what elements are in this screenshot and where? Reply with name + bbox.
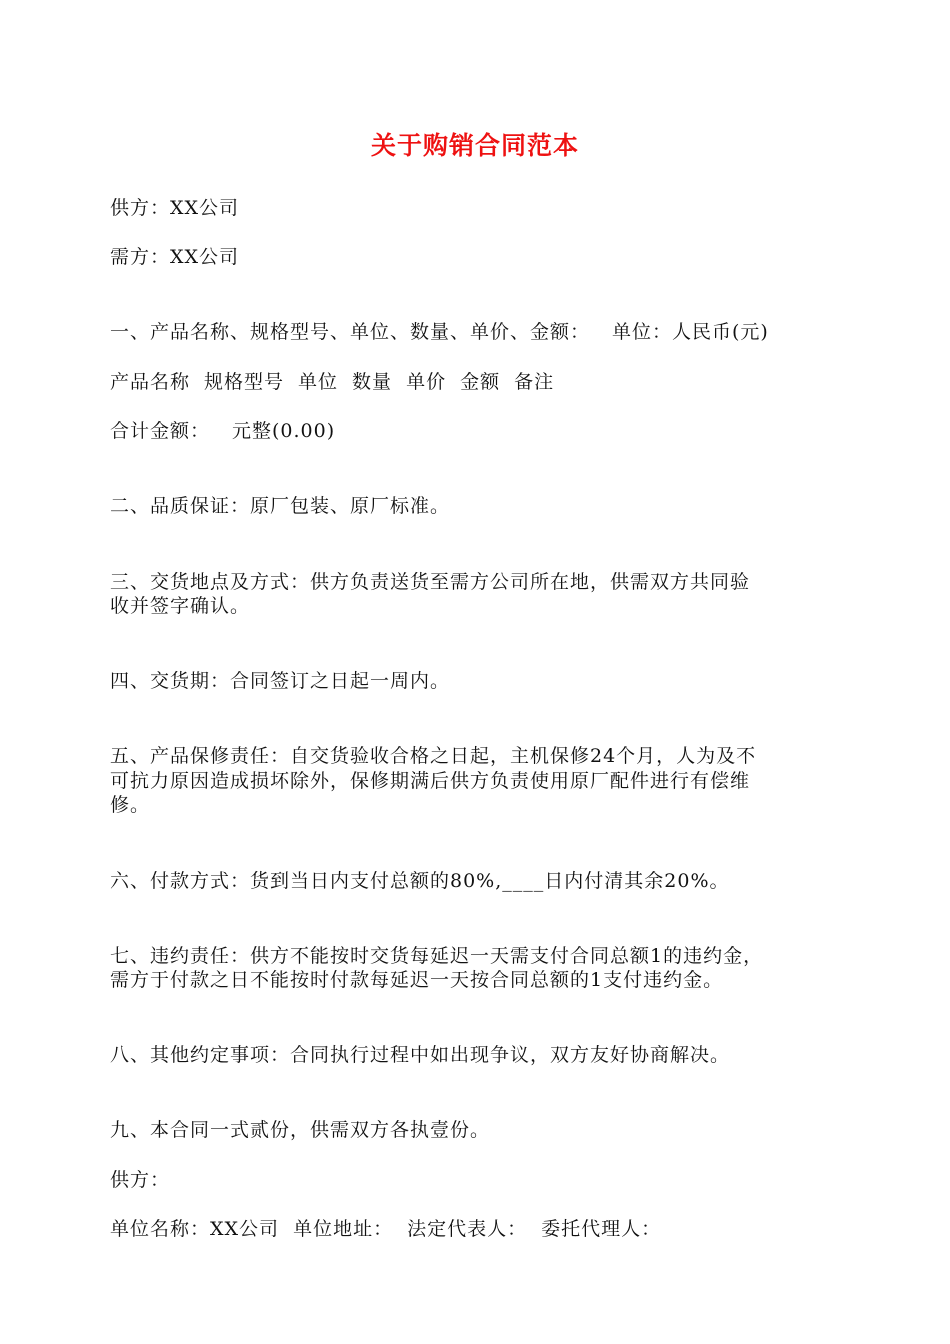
- header-remarks: 备注: [514, 371, 555, 393]
- signature-legal-representative: 法定代表人：: [407, 1218, 528, 1240]
- section5-line1: 五、产品保修责任：自交货验收合格之日起，主机保修24个月，人为及不: [110, 745, 757, 767]
- signature-party-label: 供方：: [110, 1169, 171, 1191]
- section8-other-terms: 八、其他约定事项：合同执行过程中如出现争议，双方友好协商解决。: [110, 1044, 731, 1066]
- total-label: 合计金额：: [110, 420, 211, 442]
- signature-company-address: 单位地址：: [293, 1218, 394, 1240]
- header-quantity: 数量: [352, 371, 393, 393]
- signature-fields: [110, 1217, 850, 1241]
- header-model: 规格型号: [204, 371, 285, 393]
- header-amount: 金额: [460, 371, 501, 393]
- section7-line2: 需方于付款之日不能按时付款每延迟一天按合同总额的1支付违约金。: [110, 969, 724, 991]
- section1-unit-note: 单位：人民币(元): [612, 321, 769, 343]
- buyer-line: 需方：XX公司: [110, 246, 240, 268]
- section6-payment: 六、付款方式：货到当日内支付总额的80%,____日内付清其余20%。: [110, 870, 730, 892]
- section4-delivery-period: 四、交货期：合同签订之日起一周内。: [110, 670, 451, 692]
- header-unit-price: 单价: [406, 371, 447, 393]
- section5-line3: 修。: [110, 794, 151, 816]
- product-table-header: [110, 370, 850, 394]
- signature-company-name: 单位名称：XX公司: [110, 1218, 280, 1240]
- section5-line2: 可抗力原因造成损坏除外，保修期满后供方负责使用原厂配件进行有偿维: [110, 770, 751, 792]
- section7-line1: 七、违约责任：供方不能按时交货每延迟一天需支付合同总额1的违约金，: [110, 945, 764, 967]
- document-title: 关于购销合同范本: [370, 131, 579, 160]
- supplier-line: 供方：XX公司: [110, 197, 240, 219]
- section1-heading: 一、产品名称、规格型号、单位、数量、单价、金额：: [110, 321, 591, 343]
- header-product-name: 产品名称: [110, 371, 191, 393]
- section3-line2: 收并签字确认。: [110, 595, 251, 617]
- total-amount-line: [110, 419, 850, 443]
- signature-authorized-agent: 委托代理人：: [541, 1218, 662, 1240]
- section9-copies: 九、本合同一式贰份，供需双方各执壹份。: [110, 1119, 491, 1141]
- header-unit: 单位: [298, 371, 339, 393]
- section3-line1: 三、交货地点及方式：供方负责送货至需方公司所在地，供需双方共同验: [110, 571, 751, 593]
- total-value: 元整(0.00): [232, 420, 336, 442]
- section2-quality: 二、品质保证：原厂包装、原厂标准。: [110, 495, 451, 517]
- section1-heading-line: [110, 320, 850, 344]
